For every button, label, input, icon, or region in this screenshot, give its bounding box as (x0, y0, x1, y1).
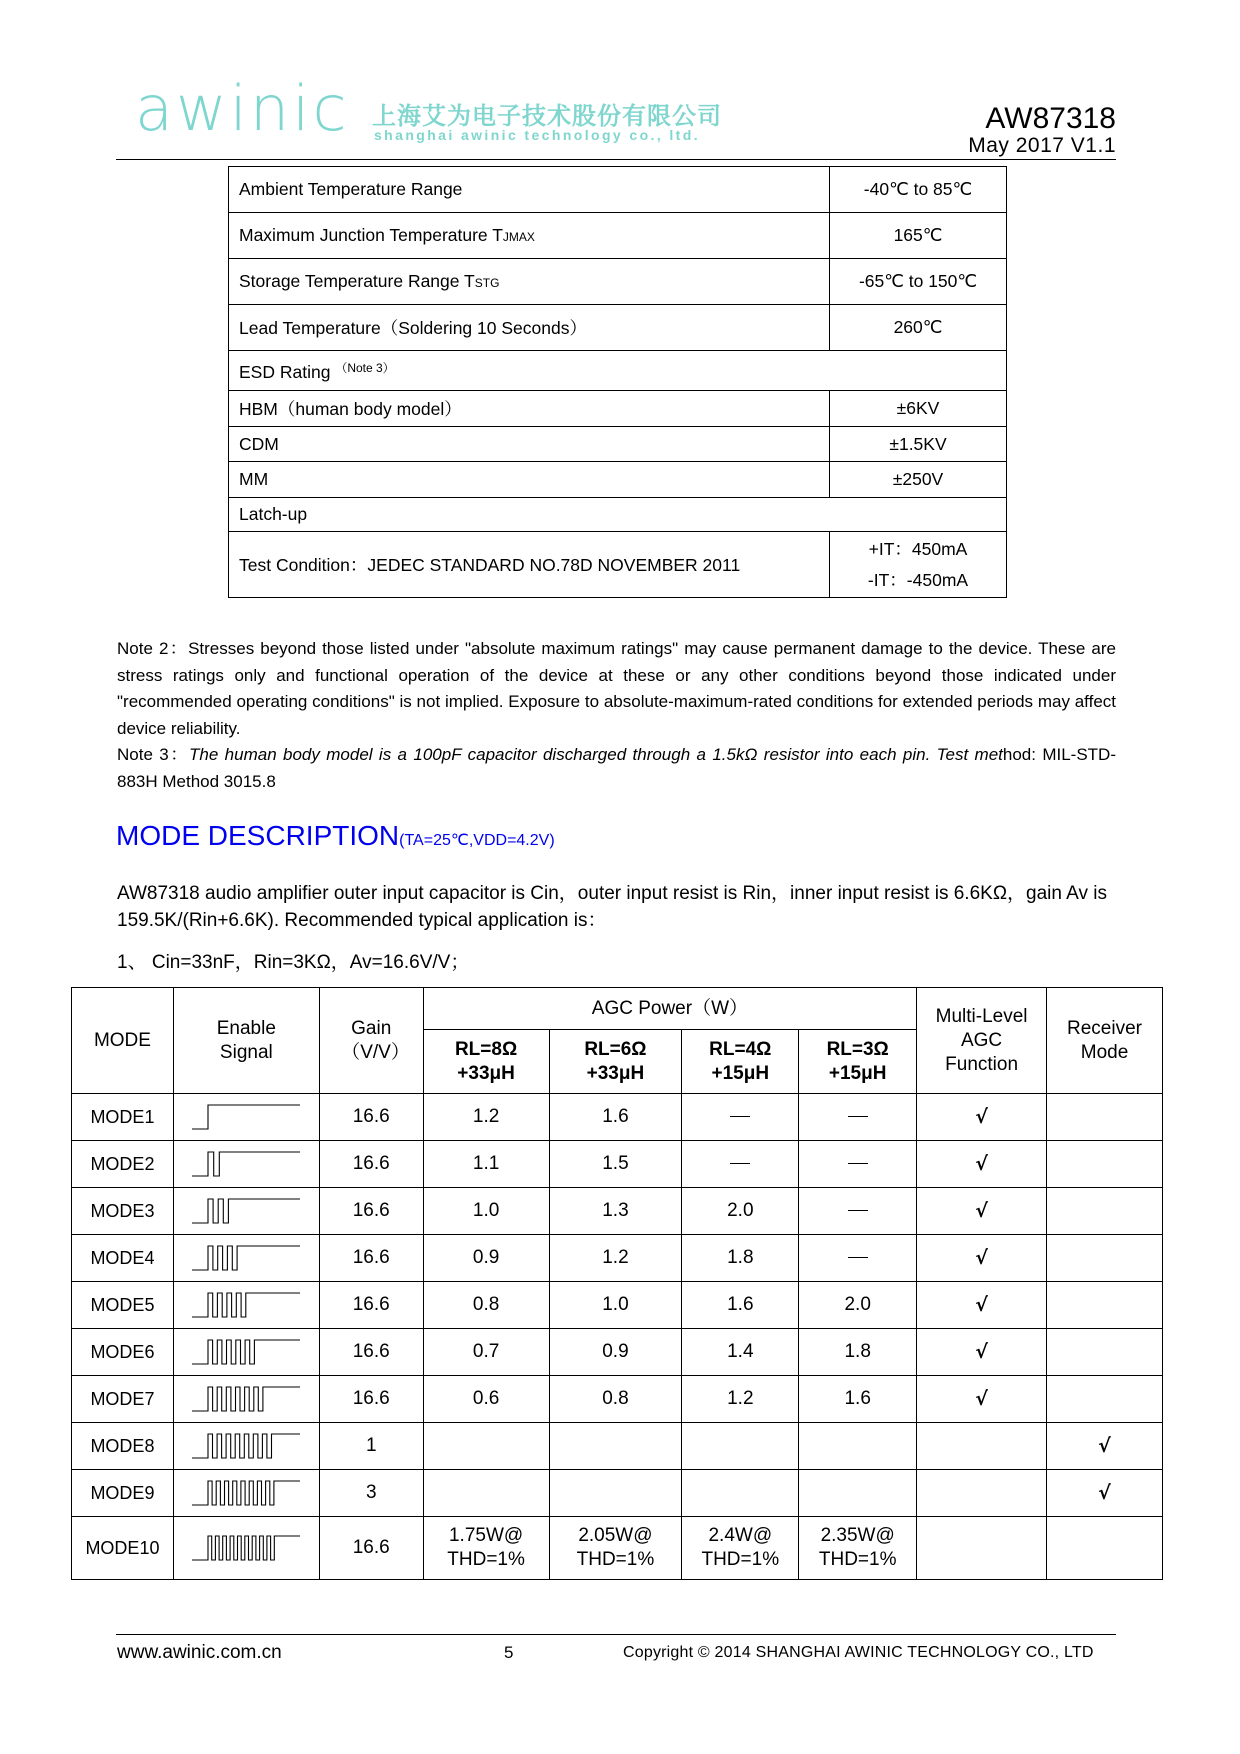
table-row (229, 213, 1007, 259)
power-rl6: 1.5 (549, 1141, 682, 1188)
column-header-enable-signal (173, 988, 319, 1094)
rating-group-label (229, 351, 1007, 391)
power-rl8 (423, 1517, 549, 1580)
power-rl3: 2.0 (799, 1282, 917, 1329)
rating-value: ±1.5KV (830, 427, 1007, 462)
receiver-mode-check (1047, 1517, 1163, 1580)
power-rl8: 0.6 (423, 1376, 549, 1423)
power-rl8: 0.7 (423, 1329, 549, 1376)
enable-signal-waveform (173, 1188, 319, 1235)
receiver-mode-check: √ (1047, 1423, 1163, 1470)
waveform-icon (190, 1243, 302, 1273)
power-rl4 (682, 1423, 799, 1470)
waveform-path (192, 1434, 300, 1458)
table-row (72, 1235, 1163, 1282)
power-rl3 (799, 1094, 917, 1141)
gain-value: 16.6 (319, 1329, 423, 1376)
waveform-icon (190, 1337, 302, 1367)
column-header-rl3 (799, 1030, 917, 1094)
mode-name: MODE5 (72, 1282, 174, 1329)
gain-value: 16.6 (319, 1188, 423, 1235)
table-row (72, 1517, 1163, 1580)
power-rl6 (549, 1423, 682, 1470)
agc-function-check (917, 1470, 1047, 1517)
not-applicable-dash (848, 1116, 868, 1117)
mode-name: MODE7 (72, 1376, 174, 1423)
power-rl3 (799, 1188, 917, 1235)
power-rl6-text: 2.05W@ THD=1% (576, 1525, 655, 1570)
page-number: 5 (504, 1643, 514, 1662)
note-3-body: The human body model is a 100pF capacitor discharged through a 1.5kΩ resistor into each pin. Test met (189, 745, 1003, 764)
not-applicable-dash (730, 1116, 750, 1117)
company-name-cn: 上海艾为电子技术股份有限公司 (372, 103, 722, 130)
enable-signal-waveform (173, 1329, 319, 1376)
mode-name: MODE6 (72, 1329, 174, 1376)
power-rl6: 1.3 (549, 1188, 682, 1235)
power-rl8: 1.2 (423, 1094, 549, 1141)
agc-function-check: √ (917, 1329, 1047, 1376)
receiver-mode-header-text: Receiver Mode (1067, 1017, 1142, 1063)
rl4-header-text: RL=4Ω +15μH (709, 1038, 772, 1084)
footer-url[interactable]: www.awinic.com.cn (117, 1642, 282, 1663)
rl6-header-text: RL=6Ω +33μH (584, 1038, 647, 1084)
intro-text: AW87318 audio amplifier outer input capacitor is Cin，outer input resist is Rin，inner input resist is 6.6KΩ，gain Av is 159.5K/(Rin+6.6K). Recommended typical application is： (117, 883, 1108, 931)
not-applicable-dash (848, 1257, 868, 1258)
table-row (229, 532, 1007, 598)
power-rl4: 1.4 (682, 1329, 799, 1376)
table-row (229, 305, 1007, 351)
gain-value: 16.6 (319, 1517, 423, 1580)
table-row (229, 391, 1007, 427)
power-rl3 (799, 1141, 917, 1188)
section-title: MODE DESCRIPTION (116, 820, 400, 851)
table-row (72, 1282, 1163, 1329)
notes-block (117, 636, 1116, 795)
column-header-gain (319, 988, 423, 1094)
rating-label-subscript: STG (474, 276, 500, 290)
power-rl6: 1.2 (549, 1235, 682, 1282)
power-rl6: 0.8 (549, 1376, 682, 1423)
rl8-header-text: RL=8Ω +33μH (454, 1038, 518, 1084)
column-header-mode: MODE (72, 988, 174, 1094)
power-rl4: 1.6 (682, 1282, 799, 1329)
waveform-icon (190, 1431, 302, 1461)
gain-value: 16.6 (319, 1141, 423, 1188)
not-applicable-dash (848, 1210, 868, 1211)
rating-label: Test Condition：JEDEC STANDARD NO.78D NOVEMBER 2011 (229, 532, 830, 598)
table-row (229, 427, 1007, 462)
not-applicable-dash (848, 1163, 868, 1164)
gain-value: 3 (319, 1470, 423, 1517)
table-row (229, 351, 1007, 391)
mode-name: MODE1 (72, 1094, 174, 1141)
note-reference: （Note 3） (335, 360, 395, 375)
power-rl4 (682, 1141, 799, 1188)
document-version: May 2017 V1.1 (968, 134, 1116, 157)
section-conditions: (TA=25℃,VDD=4.2V) (399, 832, 555, 849)
power-rl4 (682, 1517, 799, 1580)
mode-name: MODE4 (72, 1235, 174, 1282)
agc-function-check (917, 1517, 1047, 1580)
rating-label: HBM（human body model） (229, 391, 830, 427)
copyright: Copyright © 2014 SHANGHAI AWINIC TECHNOLOGY CO., LTD (623, 1644, 1094, 1661)
waveform-path (192, 1340, 300, 1364)
mode-rows (72, 1094, 1163, 1580)
not-applicable-dash (730, 1163, 750, 1164)
waveform-path (192, 1293, 300, 1317)
power-rl4 (682, 1470, 799, 1517)
power-rl4-text: 2.4W@ THD=1% (701, 1525, 780, 1570)
mode-name: MODE10 (72, 1517, 174, 1580)
enable-signal-waveform (173, 1423, 319, 1470)
rating-value (830, 532, 1007, 598)
table-row (229, 462, 1007, 498)
rating-value: 260℃ (830, 305, 1007, 351)
waveform-path (192, 1105, 300, 1129)
agc-function-check: √ (917, 1235, 1047, 1282)
gain-value: 16.6 (319, 1094, 423, 1141)
column-header-receiver-mode (1047, 988, 1163, 1094)
rating-label (229, 213, 830, 259)
gain-value: 16.6 (319, 1235, 423, 1282)
column-header-rl8 (423, 1030, 549, 1094)
power-rl4: 1.8 (682, 1235, 799, 1282)
power-rl8: 1.1 (423, 1141, 549, 1188)
table-row (72, 1094, 1163, 1141)
enable-signal-waveform (173, 1470, 319, 1517)
note-3-suffix: hod: MIL-STD-883H Method 3015.8 (117, 745, 1116, 791)
table-row (229, 259, 1007, 305)
waveform-icon (190, 1384, 302, 1414)
gain-header-text: Gain（V/V） (341, 1017, 410, 1063)
waveform-icon (190, 1149, 302, 1179)
receiver-mode-check (1047, 1094, 1163, 1141)
table-row (72, 1141, 1163, 1188)
rating-label-subscript: JMAX (502, 230, 535, 244)
power-rl8-text: 1.75W@ THD=1% (447, 1525, 525, 1570)
part-number: AW87318 (985, 102, 1116, 135)
table-row (72, 1376, 1163, 1423)
power-rl6: 1.6 (549, 1094, 682, 1141)
power-rl8: 0.8 (423, 1282, 549, 1329)
rating-label (229, 259, 830, 305)
rating-label: CDM (229, 427, 830, 462)
rating-value: ±6KV (830, 391, 1007, 427)
enable-signal-waveform (173, 1376, 319, 1423)
table-row (229, 167, 1007, 213)
gain-value: 16.6 (319, 1282, 423, 1329)
rating-label: Ambient Temperature Range (229, 167, 830, 213)
agc-function-check: √ (917, 1094, 1047, 1141)
column-header-agc-function (917, 988, 1047, 1094)
power-rl4: 1.2 (682, 1376, 799, 1423)
power-rl8: 0.9 (423, 1235, 549, 1282)
rating-label: Lead Temperature（Soldering 10 Seconds） (229, 305, 830, 351)
receiver-mode-check (1047, 1329, 1163, 1376)
power-rl3 (799, 1235, 917, 1282)
waveform-path (192, 1387, 300, 1411)
receiver-mode-check (1047, 1282, 1163, 1329)
agc-function-header-text: Multi-Level AGC Function (935, 1005, 1028, 1075)
waveform-path (192, 1536, 300, 1560)
power-rl6: 0.9 (549, 1329, 682, 1376)
mode-name: MODE8 (72, 1423, 174, 1470)
waveform-icon (190, 1478, 302, 1508)
power-rl4 (682, 1094, 799, 1141)
rating-value: ±250V (830, 462, 1007, 498)
enable-signal-header-text: Enable Signal (216, 1017, 276, 1063)
power-rl6 (549, 1517, 682, 1580)
gain-value: 1 (319, 1423, 423, 1470)
receiver-mode-check (1047, 1188, 1163, 1235)
waveform-icon (190, 1533, 302, 1563)
section-heading (116, 820, 555, 852)
mode-name: MODE9 (72, 1470, 174, 1517)
rating-label-text: Storage Temperature Range T (239, 271, 475, 291)
power-rl8: 1.0 (423, 1188, 549, 1235)
power-rl3 (799, 1470, 917, 1517)
rl3-header-text: RL=3Ω +15μH (826, 1038, 889, 1084)
header-divider (116, 159, 1116, 160)
table-row (229, 498, 1007, 532)
note-3 (117, 742, 1116, 795)
mode-name: MODE3 (72, 1188, 174, 1235)
column-header-rl4 (682, 1030, 799, 1094)
table-row (72, 1423, 1163, 1470)
rating-value: -65℃ to 150℃ (830, 259, 1007, 305)
enable-signal-waveform (173, 1094, 319, 1141)
note-2: Note 2：Stresses beyond those listed under "absolute maximum ratings" may cause permanent damage to the device. These are stress ratings only and functional operation of the device at these or any other conditions beyond those indicated under "recommended operating conditions" is not implied. Exposure to absolute-maximum-rated conditions for extended periods may affect device reliability. (117, 639, 1116, 738)
mode-name: MODE2 (72, 1141, 174, 1188)
waveform-icon (190, 1196, 302, 1226)
enable-signal-waveform (173, 1282, 319, 1329)
agc-function-check: √ (917, 1376, 1047, 1423)
note-3-prefix: Note 3： (117, 745, 190, 764)
rating-label-text: Maximum Junction Temperature T (239, 225, 503, 245)
rating-group-label: Latch-up (229, 498, 1007, 532)
absolute-ratings-table (228, 166, 1007, 598)
current-positive: +IT：450mA (868, 538, 968, 559)
enable-signal-waveform (173, 1235, 319, 1282)
receiver-mode-check (1047, 1141, 1163, 1188)
mode-table (71, 987, 1163, 1580)
header-row (72, 988, 1163, 1030)
waveform-path (192, 1152, 300, 1176)
receiver-mode-check (1047, 1376, 1163, 1423)
enable-signal-waveform (173, 1141, 319, 1188)
waveform-path (192, 1481, 300, 1505)
example-config: 1、 Cin=33nF，Rin=3KΩ，Av=16.6V/V； (117, 952, 470, 973)
esd-label: ESD Rating (239, 361, 331, 382)
rating-label: MM (229, 462, 830, 498)
power-rl4: 2.0 (682, 1188, 799, 1235)
receiver-mode-check (1047, 1235, 1163, 1282)
company-name-en: shanghai awinic technology co., ltd. (374, 127, 700, 143)
enable-signal-waveform (173, 1517, 319, 1580)
power-rl3: 1.6 (799, 1376, 917, 1423)
power-rl8 (423, 1470, 549, 1517)
power-rl8 (423, 1423, 549, 1470)
waveform-icon (190, 1290, 302, 1320)
power-rl3 (799, 1423, 917, 1470)
power-rl3-text: 2.35W@ THD=1% (818, 1525, 897, 1570)
waveform-path (192, 1199, 300, 1223)
power-rl6 (549, 1470, 682, 1517)
table-row (72, 1329, 1163, 1376)
column-header-rl6 (549, 1030, 682, 1094)
gain-value: 16.6 (319, 1376, 423, 1423)
intro-paragraph (117, 880, 1117, 934)
agc-function-check: √ (917, 1188, 1047, 1235)
footer-divider (116, 1634, 1116, 1635)
company-logo: awinic (135, 72, 350, 145)
table-row (72, 1470, 1163, 1517)
power-rl6: 1.0 (549, 1282, 682, 1329)
agc-function-check: √ (917, 1282, 1047, 1329)
agc-function-check (917, 1423, 1047, 1470)
agc-function-check: √ (917, 1141, 1047, 1188)
receiver-mode-check: √ (1047, 1470, 1163, 1517)
waveform-path (192, 1246, 300, 1270)
rating-value: -40℃ to 85℃ (830, 167, 1007, 213)
power-rl3: 1.8 (799, 1329, 917, 1376)
waveform-icon (190, 1102, 302, 1132)
column-header-agc-power: AGC Power（W） (423, 988, 916, 1030)
rating-value: 165℃ (830, 213, 1007, 259)
table-row (72, 1188, 1163, 1235)
power-rl3 (799, 1517, 917, 1580)
current-negative: -IT：-450mA (867, 569, 969, 590)
